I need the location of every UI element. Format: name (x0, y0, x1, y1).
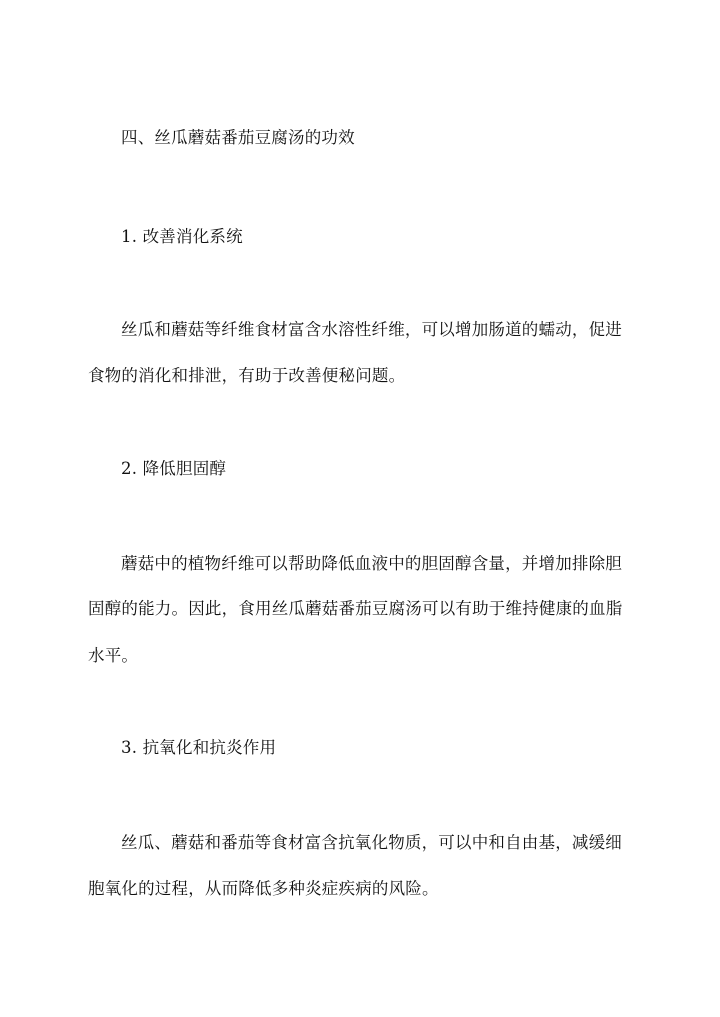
paragraph-line: 水平。 (88, 646, 139, 665)
paragraph-line: 食物的消化和排泄，有助于改善便秘问题。 (88, 366, 406, 385)
paragraph-line: 丝瓜和蘑菇等纤维食材富含水溶性纤维，可以增加肠道的蠕动，促进 (121, 320, 622, 339)
item-heading-cholesterol: 2. 降低胆固醇 (121, 459, 227, 478)
paragraph-line: 固醇的能力。因此，食用丝瓜蘑菇番茄豆腐汤可以有助于维持健康的血脂 (88, 599, 623, 618)
item-heading-antioxidant: 3. 抗氧化和抗炎作用 (121, 738, 277, 757)
paragraph-line: 丝瓜、蘑菇和番茄等食材富含抗氧化物质，可以中和自由基，减缓细 (121, 833, 622, 852)
paragraph-line: 胞氧化的过程，从而降低多种炎症疾病的风险。 (88, 879, 439, 898)
item-heading-digestion: 1. 改善消化系统 (121, 227, 243, 246)
section-title: 四、丝瓜蘑菇番茄豆腐汤的功效 (121, 128, 355, 147)
paragraph-line: 蘑菇中的植物纤维可以帮助降低血液中的胆固醇含量，并增加排除胆 (121, 554, 622, 573)
